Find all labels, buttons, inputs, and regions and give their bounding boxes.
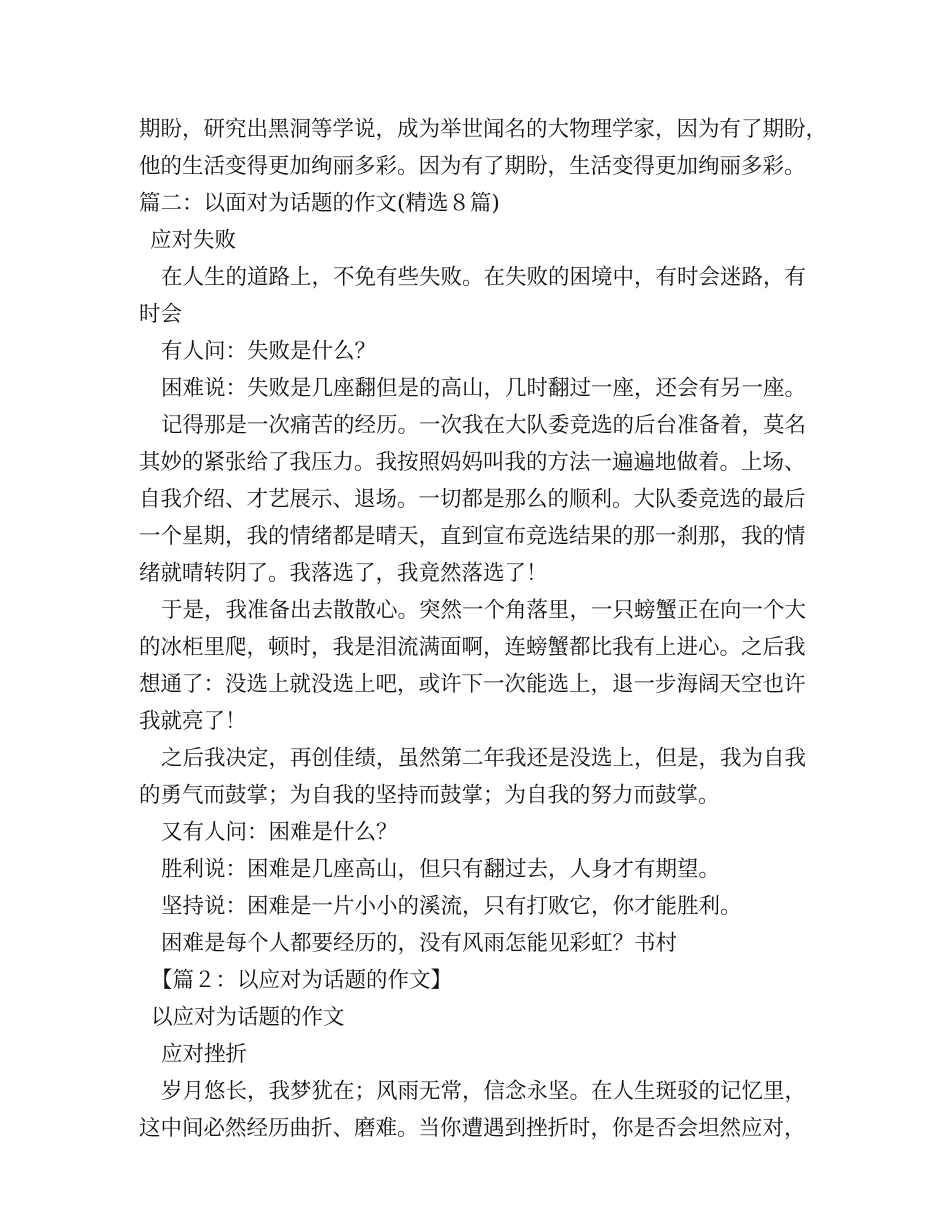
text-line: 于是，我准备出去散散心。突然一个角落里，一只螃蟹正在向一个大 (161, 598, 807, 623)
text-line: 绪就晴转阴了。我落选了，我竟然落选了！ (139, 561, 548, 586)
section-heading: 【篇２：以应对为话题的作文】 (151, 968, 453, 993)
text-line: 自我介绍、才艺展示、退场。一切都是那么的顺利。大队委竞选的最后 (139, 487, 806, 512)
text-line: 记得那是一次痛苦的经历。一次我在大队委竞选的后台准备着，莫名 (161, 413, 807, 438)
essay-subtitle: 应对挫折 (161, 1042, 248, 1067)
text-line: 期盼，研究出黑洞等学说，成为举世闻名的大物理学家，因为有了期盼， (139, 117, 828, 142)
text-line: 其妙的紧张给了我压力。我按照妈妈叫我的方法一遍遍地做着。上场、 (139, 450, 806, 475)
text-line: 岁月悠长，我梦犹在；风雨无常，信念永坚。在人生斑驳的记忆里， (161, 1079, 807, 1104)
section-heading: 篇二：以面对为话题的作文(精选８篇) (139, 191, 500, 216)
text-line: 困难是每个人都要经历的，没有风雨怎能见彩虹？书村 (161, 931, 678, 956)
text-line: 胜利说：困难是几座高山，但只有翻过去，人身才有期望。 (161, 857, 721, 882)
text-line: 有人问：失败是什么？ (161, 339, 377, 364)
essay-title: 应对失败 (150, 228, 237, 253)
essay-title: 以应对为话题的作文 (151, 1005, 345, 1030)
text-line: 坚持说：困难是一片小小的溪流，只有打败它，你才能胜利。 (161, 894, 742, 919)
document-body (139, 111, 829, 1147)
text-line: 我就亮了！ (139, 709, 247, 734)
text-line: 时会 (139, 302, 183, 327)
text-line: 一个星期，我的情绪都是晴天，直到宣布竞选结果的那一刹那，我的情 (139, 524, 806, 549)
text-line: 困难说：失败是几座翻但是的高山，几时翻过一座，还会有另一座。 (161, 376, 807, 401)
text-line: 他的生活变得更加绚丽多彩。因为有了期盼，生活变得更加绚丽多彩。 (139, 154, 806, 179)
text-line: 想通了：没选上就没选上吧，或许下一次能选上，退一步海阔天空也许 (139, 672, 806, 697)
text-line: 的冰柜里爬，顿时，我是泪流满面啊，连螃蟹都比我有上进心。之后我 (139, 635, 806, 660)
text-line: 的勇气而鼓掌；为自我的坚持而鼓掌；为自我的努力而鼓掌。 (139, 783, 720, 808)
text-line: 这中间必然经历曲折、磨难。当你遭遇到挫折时，你是否会坦然应对， (139, 1116, 806, 1141)
text-line: 又有人问：困难是什么？ (161, 820, 398, 845)
text-line: 在人生的道路上，不免有些失败。在失败的困境中，有时会迷路，有 (161, 265, 807, 290)
text-line: 之后我决定，再创佳绩，虽然第二年我还是没选上，但是，我为自我 (161, 746, 807, 771)
